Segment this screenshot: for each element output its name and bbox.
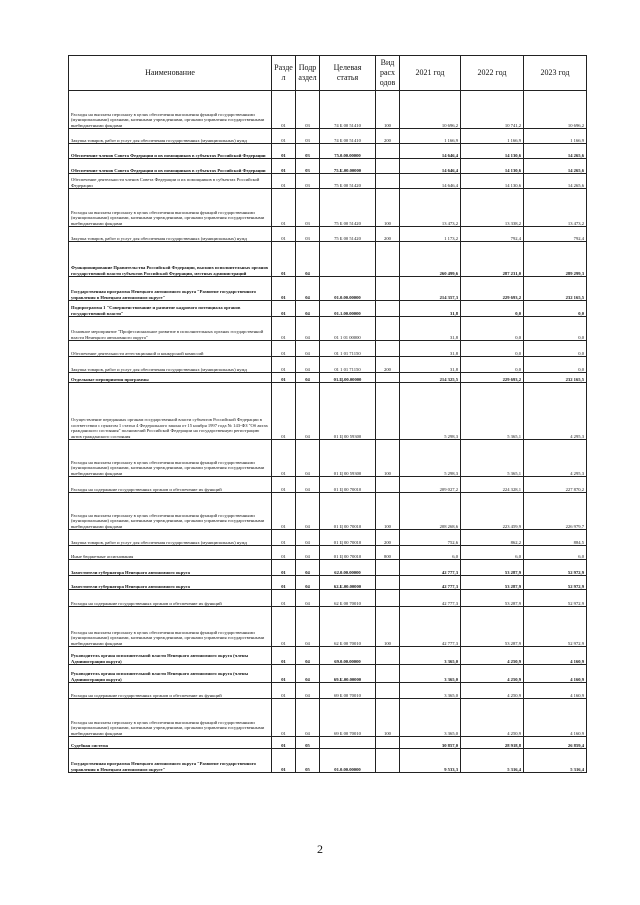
cell-2023: 10 696,2 bbox=[524, 91, 587, 129]
header-expense-kind: Вид расх одов bbox=[376, 56, 400, 91]
cell-target-article: 01 1 01 71150 bbox=[320, 341, 376, 357]
cell-name: Обеспечение членов Совета Федерации и их помощников в субъектах Российской Федерации bbox=[69, 159, 272, 174]
cell-subsection: 04 bbox=[296, 341, 320, 357]
cell-2023: 26 859,4 bbox=[524, 737, 587, 749]
cell-expense-kind bbox=[376, 301, 400, 317]
cell-2022: 14 130,6 bbox=[461, 144, 524, 159]
cell-2022: 4 250,9 bbox=[461, 647, 524, 665]
cell-2023: 4 295,3 bbox=[524, 440, 587, 477]
cell-2022: 229 693,2 bbox=[461, 277, 524, 301]
budget-table-page bbox=[68, 55, 586, 773]
cell-2021: 3 365,0 bbox=[400, 665, 461, 683]
table-row bbox=[69, 647, 587, 665]
cell-target-article: 74 Б 00 51410 bbox=[320, 129, 376, 144]
cell-target-article: 74 Б 00 51410 bbox=[320, 91, 376, 129]
cell-2023: 227 870,2 bbox=[524, 477, 587, 493]
cell-2022: 223 459,9 bbox=[461, 493, 524, 530]
cell-section: 01 bbox=[272, 590, 296, 607]
table-row bbox=[69, 440, 587, 477]
cell-name: Закупка товаров, работ и услуг для обеспечения государственных (муниципальных) нужд bbox=[69, 129, 272, 144]
cell-2021: 42 777,3 bbox=[400, 560, 461, 576]
cell-target-article: 01 Ц 00 70010 bbox=[320, 546, 376, 560]
cell-section: 01 bbox=[272, 341, 296, 357]
cell-2022: 53 287,9 bbox=[461, 590, 524, 607]
cell-2021: 31,8 bbox=[400, 341, 461, 357]
cell-section: 01 bbox=[272, 683, 296, 699]
cell-2021: 9 533,3 bbox=[400, 749, 461, 773]
header-section: Разде л bbox=[272, 56, 296, 91]
cell-2022: 4 250,9 bbox=[461, 665, 524, 683]
cell-2022: 224 328,1 bbox=[461, 477, 524, 493]
cell-name: Закупка товаров, работ и услуг для обеспечения государственных (муниципальных) нужд bbox=[69, 357, 272, 373]
cell-subsection: 04 bbox=[296, 357, 320, 373]
cell-expense-kind bbox=[376, 683, 400, 699]
table-row bbox=[69, 227, 587, 242]
cell-2023: 4 160,9 bbox=[524, 647, 587, 665]
cell-target-article bbox=[320, 242, 376, 277]
cell-expense-kind bbox=[376, 560, 400, 576]
cell-2021: 10 696,2 bbox=[400, 91, 461, 129]
cell-section: 01 bbox=[272, 560, 296, 576]
cell-expense-kind bbox=[376, 242, 400, 277]
table-row bbox=[69, 665, 587, 683]
cell-section: 01 bbox=[272, 607, 296, 647]
cell-target-article: 75 Б 00 51420 bbox=[320, 189, 376, 227]
table-row bbox=[69, 277, 587, 301]
cell-target-article: 01 1 01 00000 bbox=[320, 317, 376, 341]
cell-name: Расходы на выплаты персоналу в целях обеспечения выполнения функций государственными (муниципальными) органами, казенными учреждениями, органами управления государственными внебюджетными фондами bbox=[69, 699, 272, 737]
cell-section: 01 bbox=[272, 189, 296, 227]
cell-name: Расходы на содержание государственных органов и обеспечение их функций bbox=[69, 477, 272, 493]
table-row bbox=[69, 301, 587, 317]
cell-expense-kind: 100 bbox=[376, 91, 400, 129]
table-row bbox=[69, 242, 587, 277]
cell-section: 01 bbox=[272, 129, 296, 144]
cell-subsection: 04 bbox=[296, 301, 320, 317]
table-row bbox=[69, 174, 587, 189]
cell-target-article: 69 Б 00 70010 bbox=[320, 699, 376, 737]
cell-2021: 1 166,9 bbox=[400, 129, 461, 144]
cell-expense-kind: 100 bbox=[376, 440, 400, 477]
table-row bbox=[69, 493, 587, 530]
table-row bbox=[69, 560, 587, 576]
cell-subsection: 05 bbox=[296, 737, 320, 749]
cell-2021: 3 365,0 bbox=[400, 699, 461, 737]
cell-target-article: 75.Б.00.00000 bbox=[320, 159, 376, 174]
cell-expense-kind bbox=[376, 159, 400, 174]
cell-subsection: 04 bbox=[296, 590, 320, 607]
table-row bbox=[69, 737, 587, 749]
cell-2021: 752,6 bbox=[400, 530, 461, 546]
cell-section: 01 bbox=[272, 530, 296, 546]
table-row bbox=[69, 373, 587, 383]
cell-name: Руководитель органа исполнительной власти Ненецкого автономного округа (члены Администрации округа) bbox=[69, 665, 272, 683]
cell-2021: 13 473,2 bbox=[400, 189, 461, 227]
cell-target-article: 69 Б 00 70010 bbox=[320, 683, 376, 699]
cell-subsection: 04 bbox=[296, 317, 320, 341]
cell-name: Обеспечение членов Совета Федерации и их помощников в субъектах Российской Федерации bbox=[69, 144, 272, 159]
cell-2022: 0,0 bbox=[461, 357, 524, 373]
cell-section: 01 bbox=[272, 301, 296, 317]
cell-expense-kind bbox=[376, 647, 400, 665]
cell-subsection: 05 bbox=[296, 749, 320, 773]
cell-target-article: 01.1.00.00000 bbox=[320, 301, 376, 317]
cell-subsection: 04 bbox=[296, 665, 320, 683]
table-row bbox=[69, 683, 587, 699]
cell-2022: 862,2 bbox=[461, 530, 524, 546]
cell-2022: 13 338,2 bbox=[461, 189, 524, 227]
cell-subsection: 04 bbox=[296, 683, 320, 699]
cell-expense-kind: 100 bbox=[376, 493, 400, 530]
cell-target-article: 01.0.00.00000 bbox=[320, 277, 376, 301]
table-row bbox=[69, 129, 587, 144]
cell-2022: 53 287,9 bbox=[461, 607, 524, 647]
cell-name: Осуществление переданных органам государственной власти субъектов Российской Федерации в соответствии с пунктом 1 статьи 4 Федерального закона от 15 ноября 1997 года № 143-ФЗ "Об актах гражданского состояния" полномочий Российской Федерации на государственную регистрацию актов гражданского состояния bbox=[69, 383, 272, 440]
cell-subsection: 04 bbox=[296, 493, 320, 530]
table-row bbox=[69, 341, 587, 357]
cell-2021: 31,8 bbox=[400, 301, 461, 317]
cell-subsection: 04 bbox=[296, 440, 320, 477]
cell-name: Основное мероприятие "Профессиональное развитие в исполнительных органах государственной власти Ненецкого автономного округа" bbox=[69, 317, 272, 341]
cell-2022: 5 365,1 bbox=[461, 383, 524, 440]
cell-subsection: 04 bbox=[296, 530, 320, 546]
cell-name: Функционирование Правительства Российской Федерации, высших исполнительных органов государственной власти субъектов Российской Федерации, местных администраций bbox=[69, 242, 272, 277]
cell-name: Заместители губернатора Ненецкого автономного округа bbox=[69, 576, 272, 590]
cell-2023: 6,0 bbox=[524, 546, 587, 560]
cell-2022: 10 741,2 bbox=[461, 91, 524, 129]
header-2021: 2021 год bbox=[400, 56, 461, 91]
cell-2023: 0,0 bbox=[524, 357, 587, 373]
table-row bbox=[69, 749, 587, 773]
cell-section: 01 bbox=[272, 383, 296, 440]
cell-section: 01 bbox=[272, 91, 296, 129]
cell-subsection: 03 bbox=[296, 144, 320, 159]
cell-2021: 14 646,4 bbox=[400, 174, 461, 189]
cell-2023: 4 160,9 bbox=[524, 699, 587, 737]
cell-section: 01 bbox=[272, 749, 296, 773]
table-header-row bbox=[69, 56, 587, 91]
cell-2021: 6,0 bbox=[400, 546, 461, 560]
cell-section: 01 bbox=[272, 277, 296, 301]
cell-expense-kind: 100 bbox=[376, 607, 400, 647]
cell-name: Заместители губернатора Ненецкого автономного округа bbox=[69, 560, 272, 576]
cell-subsection: 03 bbox=[296, 159, 320, 174]
cell-2021: 14 646,4 bbox=[400, 144, 461, 159]
cell-2021: 31,8 bbox=[400, 357, 461, 373]
cell-target-article: 01 Ц 00 70010 bbox=[320, 493, 376, 530]
table-row bbox=[69, 530, 587, 546]
cell-2022: 792,4 bbox=[461, 227, 524, 242]
cell-2023: 52 972,9 bbox=[524, 607, 587, 647]
table-row bbox=[69, 590, 587, 607]
table-row bbox=[69, 357, 587, 373]
cell-name: Иные бюджетные ассигнования bbox=[69, 546, 272, 560]
cell-subsection: 04 bbox=[296, 242, 320, 277]
cell-section: 01 bbox=[272, 242, 296, 277]
cell-subsection: 04 bbox=[296, 647, 320, 665]
cell-subsection: 04 bbox=[296, 546, 320, 560]
cell-expense-kind: 200 bbox=[376, 357, 400, 373]
cell-2023: 884,5 bbox=[524, 530, 587, 546]
cell-expense-kind: 200 bbox=[376, 129, 400, 144]
cell-expense-kind bbox=[376, 317, 400, 341]
cell-2022: 229 693,2 bbox=[461, 373, 524, 383]
cell-2022: 14 130,6 bbox=[461, 159, 524, 174]
cell-2023: 1 166,9 bbox=[524, 129, 587, 144]
cell-target-article bbox=[320, 737, 376, 749]
cell-2022: 0,0 bbox=[461, 301, 524, 317]
cell-target-article: 62.0.00.00000 bbox=[320, 560, 376, 576]
cell-name: Расходы на выплаты персоналу в целях обеспечения выполнения функций государственными (муниципальными) органами, казенными учреждениями, органами управления государственными внебюджетными фондами bbox=[69, 493, 272, 530]
cell-name: Обеспечение деятельности членов Совета Федерации и их помощников в субъектах Российской Федерации bbox=[69, 174, 272, 189]
cell-2022: 4 250,9 bbox=[461, 699, 524, 737]
cell-subsection: 04 bbox=[296, 277, 320, 301]
cell-2023: 226 979,7 bbox=[524, 493, 587, 530]
cell-name: Руководитель органа исполнительной власти Ненецкого автономного округа (члены Администрации округа) bbox=[69, 647, 272, 665]
cell-name: Расходы на выплаты персоналу в целях обеспечения выполнения функций государственными (муниципальными) органами, казенными учреждениями, органами управления государственными внебюджетными фондами bbox=[69, 607, 272, 647]
cell-expense-kind bbox=[376, 576, 400, 590]
cell-2022: 6,0 bbox=[461, 546, 524, 560]
cell-2022: 287 231,0 bbox=[461, 242, 524, 277]
cell-target-article: 69.Б.00.00000 bbox=[320, 665, 376, 683]
cell-2022: 5 365,1 bbox=[461, 440, 524, 477]
cell-target-article: 62 Б 00 70010 bbox=[320, 607, 376, 647]
cell-subsection: 04 bbox=[296, 699, 320, 737]
cell-target-article: 75.0.00.00000 bbox=[320, 144, 376, 159]
cell-expense-kind: 100 bbox=[376, 189, 400, 227]
cell-section: 01 bbox=[272, 373, 296, 383]
header-target-article: Целевая статья bbox=[320, 56, 376, 91]
cell-section: 01 bbox=[272, 665, 296, 683]
cell-target-article: 62.Б.00.00000 bbox=[320, 576, 376, 590]
header-subsection: Подр аздел bbox=[296, 56, 320, 91]
cell-2021: 42 777,3 bbox=[400, 607, 461, 647]
cell-2022: 0,0 bbox=[461, 341, 524, 357]
table-row bbox=[69, 383, 587, 440]
cell-2023: 232 165,5 bbox=[524, 277, 587, 301]
cell-2023: 4 160,9 bbox=[524, 665, 587, 683]
cell-expense-kind: 100 bbox=[376, 699, 400, 737]
cell-subsection: 03 bbox=[296, 91, 320, 129]
cell-section: 01 bbox=[272, 647, 296, 665]
cell-section: 01 bbox=[272, 174, 296, 189]
cell-2023: 289 299,3 bbox=[524, 242, 587, 277]
cell-name: Судебная система bbox=[69, 737, 272, 749]
cell-2021: 3 365,0 bbox=[400, 647, 461, 665]
cell-2021: 209 027,2 bbox=[400, 477, 461, 493]
cell-2023: 232 165,5 bbox=[524, 373, 587, 383]
cell-name: Отдельные мероприятия программы bbox=[69, 373, 272, 383]
cell-subsection: 03 bbox=[296, 174, 320, 189]
table-row bbox=[69, 189, 587, 227]
cell-target-article: 01 Ц 00 59300 bbox=[320, 440, 376, 477]
cell-2021: 14 646,4 bbox=[400, 159, 461, 174]
cell-section: 01 bbox=[272, 477, 296, 493]
cell-target-article: 62 Б 00 70010 bbox=[320, 590, 376, 607]
cell-2023: 13 473,2 bbox=[524, 189, 587, 227]
cell-expense-kind bbox=[376, 383, 400, 440]
cell-2021: 260 499,6 bbox=[400, 242, 461, 277]
cell-2023: 0,0 bbox=[524, 301, 587, 317]
cell-2021: 31,8 bbox=[400, 317, 461, 341]
cell-name: Расходы на выплаты персоналу в целях обеспечения выполнения функций государственными (муниципальными) органами, казенными учреждениями, органами управления государственными внебюджетными фондами bbox=[69, 91, 272, 129]
cell-2023: 52 972,9 bbox=[524, 576, 587, 590]
cell-section: 01 bbox=[272, 227, 296, 242]
cell-subsection: 03 bbox=[296, 129, 320, 144]
cell-section: 01 bbox=[272, 737, 296, 749]
cell-expense-kind bbox=[376, 590, 400, 607]
cell-expense-kind bbox=[376, 277, 400, 301]
cell-2023: 14 265,6 bbox=[524, 159, 587, 174]
cell-2022: 4 250,9 bbox=[461, 683, 524, 699]
cell-expense-kind: 800 bbox=[376, 546, 400, 560]
budget-table bbox=[68, 55, 587, 773]
cell-expense-kind bbox=[376, 665, 400, 683]
cell-2023: 792,4 bbox=[524, 227, 587, 242]
table-row bbox=[69, 477, 587, 493]
table-row bbox=[69, 144, 587, 159]
cell-2023: 4 160,9 bbox=[524, 683, 587, 699]
cell-section: 01 bbox=[272, 357, 296, 373]
cell-section: 01 bbox=[272, 699, 296, 737]
cell-name: Обеспечение деятельности аттестационной и конкурсной комиссий bbox=[69, 341, 272, 357]
header-2023: 2023 год bbox=[524, 56, 587, 91]
cell-name: Закупка товаров, работ и услуг для обеспечения государственных (муниципальных) нужд bbox=[69, 227, 272, 242]
cell-section: 01 bbox=[272, 546, 296, 560]
cell-2021: 214 325,5 bbox=[400, 373, 461, 383]
header-name: Наименование bbox=[69, 56, 272, 91]
cell-expense-kind bbox=[376, 174, 400, 189]
cell-target-article: 75 Б 00 51420 bbox=[320, 174, 376, 189]
cell-expense-kind bbox=[376, 737, 400, 749]
cell-section: 01 bbox=[272, 493, 296, 530]
cell-target-article: 01 Ц 00 70010 bbox=[320, 530, 376, 546]
cell-subsection: 04 bbox=[296, 477, 320, 493]
cell-2021: 208 268,6 bbox=[400, 493, 461, 530]
cell-2022: 14 130,6 bbox=[461, 174, 524, 189]
cell-2022: 1 166,9 bbox=[461, 129, 524, 144]
cell-2023: 52 972,9 bbox=[524, 590, 587, 607]
cell-2023: 14 265,6 bbox=[524, 144, 587, 159]
cell-target-article: 01.0.00.00000 bbox=[320, 749, 376, 773]
cell-2023: 0,0 bbox=[524, 341, 587, 357]
cell-2022: 53 287,9 bbox=[461, 576, 524, 590]
cell-2023: 14 265,6 bbox=[524, 174, 587, 189]
page-number: 2 bbox=[317, 842, 323, 856]
table-row bbox=[69, 546, 587, 560]
cell-expense-kind bbox=[376, 477, 400, 493]
cell-2023: 0,0 bbox=[524, 317, 587, 341]
table-row bbox=[69, 159, 587, 174]
cell-subsection: 04 bbox=[296, 560, 320, 576]
cell-target-article: 69.0.00.00000 bbox=[320, 647, 376, 665]
cell-section: 01 bbox=[272, 144, 296, 159]
cell-2021: 5 298,3 bbox=[400, 440, 461, 477]
cell-section: 01 bbox=[272, 576, 296, 590]
table-row bbox=[69, 699, 587, 737]
cell-2022: 5 316,4 bbox=[461, 749, 524, 773]
cell-expense-kind bbox=[376, 341, 400, 357]
table-row bbox=[69, 607, 587, 647]
header-2022: 2022 год bbox=[461, 56, 524, 91]
cell-section: 01 bbox=[272, 159, 296, 174]
cell-2021: 5 298,3 bbox=[400, 383, 461, 440]
cell-name: Расходы на содержание государственных органов и обеспечение их функций bbox=[69, 590, 272, 607]
cell-name: Государственная программа Ненецкого автономного округа "Развитие государственного управления в Ненецком автономном округе" bbox=[69, 749, 272, 773]
cell-2022: 53 287,9 bbox=[461, 560, 524, 576]
cell-expense-kind: 200 bbox=[376, 530, 400, 546]
cell-name: Подпрограмма 1 "Совершенствование и развитие кадрового потенциала органов государственной власти" bbox=[69, 301, 272, 317]
cell-2023: 52 972,9 bbox=[524, 560, 587, 576]
cell-2023: 4 295,3 bbox=[524, 383, 587, 440]
cell-expense-kind bbox=[376, 144, 400, 159]
cell-target-article: 01 1 01 71150 bbox=[320, 357, 376, 373]
table-body bbox=[69, 91, 587, 773]
cell-subsection: 04 bbox=[296, 576, 320, 590]
cell-name: Закупка товаров, работ и услуг для обеспечения государственных (муниципальных) нужд bbox=[69, 530, 272, 546]
cell-target-article: 01.Ц.00.00000 bbox=[320, 373, 376, 383]
cell-section: 01 bbox=[272, 317, 296, 341]
table-row bbox=[69, 576, 587, 590]
table-row bbox=[69, 317, 587, 341]
cell-2021: 42 777,3 bbox=[400, 576, 461, 590]
cell-name: Расходы на содержание государственных органов и обеспечение их функций bbox=[69, 683, 272, 699]
cell-2021: 30 857,0 bbox=[400, 737, 461, 749]
cell-name: Государственная программа Ненецкого автономного округа "Развитие государственного управления в Ненецком автономном округе" bbox=[69, 277, 272, 301]
cell-expense-kind: 200 bbox=[376, 227, 400, 242]
cell-subsection: 04 bbox=[296, 383, 320, 440]
cell-target-article: 01 Ц 00 70010 bbox=[320, 477, 376, 493]
cell-section: 01 bbox=[272, 440, 296, 477]
cell-subsection: 03 bbox=[296, 227, 320, 242]
cell-target-article: 01 Ц 00 59300 bbox=[320, 383, 376, 440]
cell-target-article: 75 Б 00 51420 bbox=[320, 227, 376, 242]
cell-expense-kind bbox=[376, 373, 400, 383]
cell-2021: 42 777,3 bbox=[400, 590, 461, 607]
cell-subsection: 04 bbox=[296, 607, 320, 647]
cell-subsection: 03 bbox=[296, 189, 320, 227]
cell-name: Расходы на выплаты персоналу в целях обеспечения выполнения функций государственными (муниципальными) органами, казенными учреждениями, органами управления государственными внебюджетными фондами bbox=[69, 440, 272, 477]
cell-expense-kind bbox=[376, 749, 400, 773]
cell-name: Расходы на выплаты персоналу в целях обеспечения выполнения функций государственными (муниципальными) органами, казенными учреждениями, органами управления государственными внебюджетными фондами bbox=[69, 189, 272, 227]
cell-2022: 0,0 bbox=[461, 317, 524, 341]
cell-2022: 28 918,8 bbox=[461, 737, 524, 749]
cell-2023: 5 316,4 bbox=[524, 749, 587, 773]
cell-2021: 214 357,3 bbox=[400, 277, 461, 301]
cell-subsection: 04 bbox=[296, 373, 320, 383]
cell-2021: 3 365,0 bbox=[400, 683, 461, 699]
cell-2021: 1 173,2 bbox=[400, 227, 461, 242]
table-row bbox=[69, 91, 587, 129]
